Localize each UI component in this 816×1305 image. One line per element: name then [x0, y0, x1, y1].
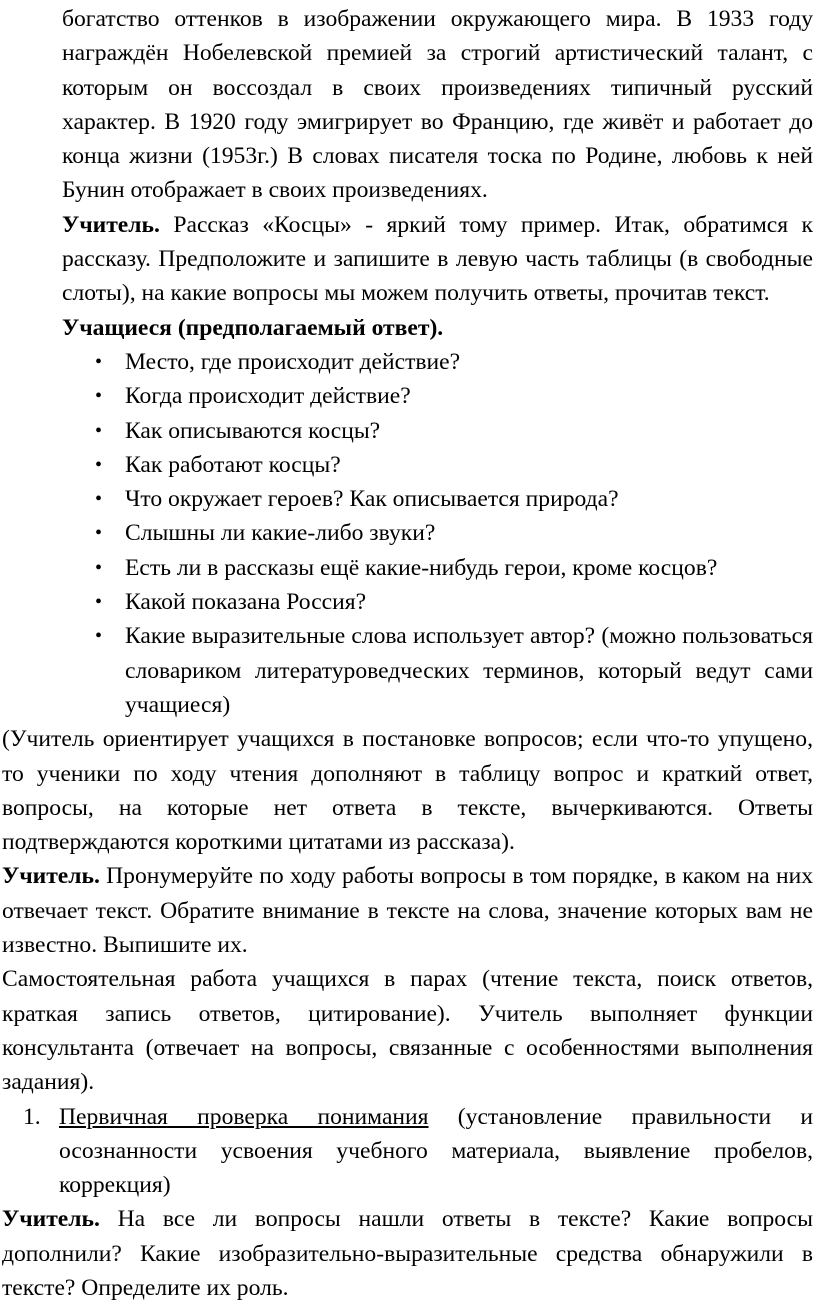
teacher-label: Учитель.: [2, 1206, 100, 1233]
step-title: Первичная проверка понимания: [59, 1103, 429, 1130]
list-item-text: Что окружает героев? Как описывается природа?: [125, 486, 619, 513]
list-item: [95, 414, 813, 448]
bullet-icon: •: [95, 419, 103, 442]
step-text: (установление правильности и осознанности усвоения учебного материала, выявление пробелов, коррекция): [59, 1103, 814, 1199]
teacher-text: На все ли вопросы нашли ответы в тексте? Какие вопросы дополнили? Какие изобразительно-выразительные средства обнаружили в тексте? Определите их роль.: [2, 1206, 813, 1301]
list-item-text: Слышны ли какие-либо звуки?: [125, 520, 436, 547]
list-item-text: Есть ли в рассказы ещё какие-нибудь герои, кроме косцов?: [125, 554, 718, 581]
independent-work-paragraph: Самостоятельная работа учащихся в парах (чтение текста, поиск ответов, краткая запись ответов, цитирование). Учитель выполняет функции консультанта (отвечает на вопросы, связанные с особенностями выполнения задания).: [2, 966, 813, 1096]
bullet-icon: •: [95, 385, 103, 408]
numbered-list: [0, 1100, 816, 1203]
bullet-icon: •: [95, 453, 103, 476]
list-item-text: Когда происходит действие?: [125, 383, 411, 410]
bullet-icon: •: [95, 625, 103, 648]
teacher-label: Учитель.: [62, 211, 160, 238]
teacher-paragraph-1: [0, 208, 816, 311]
intro-text: богатство оттенков в изображении окружающего мира. В 1933 году награждён Нобелевской премией за строгий артистический талант, с которым он воссоздал в своих произведениях типичный русский характер. В 1920 году эмигрирует во Францию, где живёт и работает до конца жизни (1953г.) В словах писателя тоска по Родине, любовь к ней Бунин отображает в своих произведениях.: [62, 6, 813, 204]
teacher-label: Учитель.: [2, 863, 100, 890]
list-item: [95, 345, 813, 379]
bullet-icon: •: [95, 556, 103, 579]
list-item: [23, 1100, 814, 1203]
teacher-paragraph-2: [0, 859, 816, 962]
list-item-text: Как описываются косцы?: [125, 417, 381, 444]
question-list: [0, 345, 816, 722]
bullet-icon: •: [95, 522, 103, 545]
bullet-icon: •: [95, 591, 103, 614]
list-item: [95, 551, 813, 585]
list-item-text: Какой показана Россия?: [125, 589, 367, 616]
list-item-text: Как работают косцы?: [125, 451, 341, 478]
teacher-text: Пронумеруйте по ходу работы вопросы в том порядке, в каком на них отвечает текст. Обратите внимание в тексте на слова, значение которых вам не известно. Выпишите их.: [2, 863, 813, 959]
teacher-text: Рассказ «Косцы» - яркий тому пример. Итак, обратимся к рассказу. Предположите и запишите в левую часть таблицы (в свободные слоты), на какие вопросы мы можем получить ответы, прочитав текст.: [62, 211, 813, 307]
list-item-text: Место, где происходит действие?: [125, 348, 461, 375]
list-item: [95, 619, 813, 722]
list-item: [95, 379, 813, 413]
list-item: [95, 585, 813, 619]
list-item: [95, 482, 813, 516]
students-heading: Учащиеся (предполагаемый ответ).: [62, 314, 444, 341]
bullet-icon: •: [95, 350, 103, 373]
list-item: [95, 516, 813, 550]
list-item: [95, 448, 813, 482]
bullet-icon: •: [95, 488, 103, 511]
list-item-text: Какие выразительные слова использует автор? (можно пользоваться словариком литературоведческих терминов, который ведут сами учащиеся): [125, 623, 813, 718]
teacher-note-paragraph: (Учитель ориентирует учащихся в постановке вопросов; если что-то упущено, то ученики по ходу чтения дополняют в таблицу вопрос и краткий ответ, вопросы, на которые нет ответа в тексте, вычеркиваются. Ответы подтверждаются короткими цитатами из рассказа).: [2, 726, 813, 856]
teacher-paragraph-3: [0, 1202, 816, 1305]
intro-paragraph: [0, 2, 816, 208]
list-number: 1.: [23, 1103, 41, 1130]
